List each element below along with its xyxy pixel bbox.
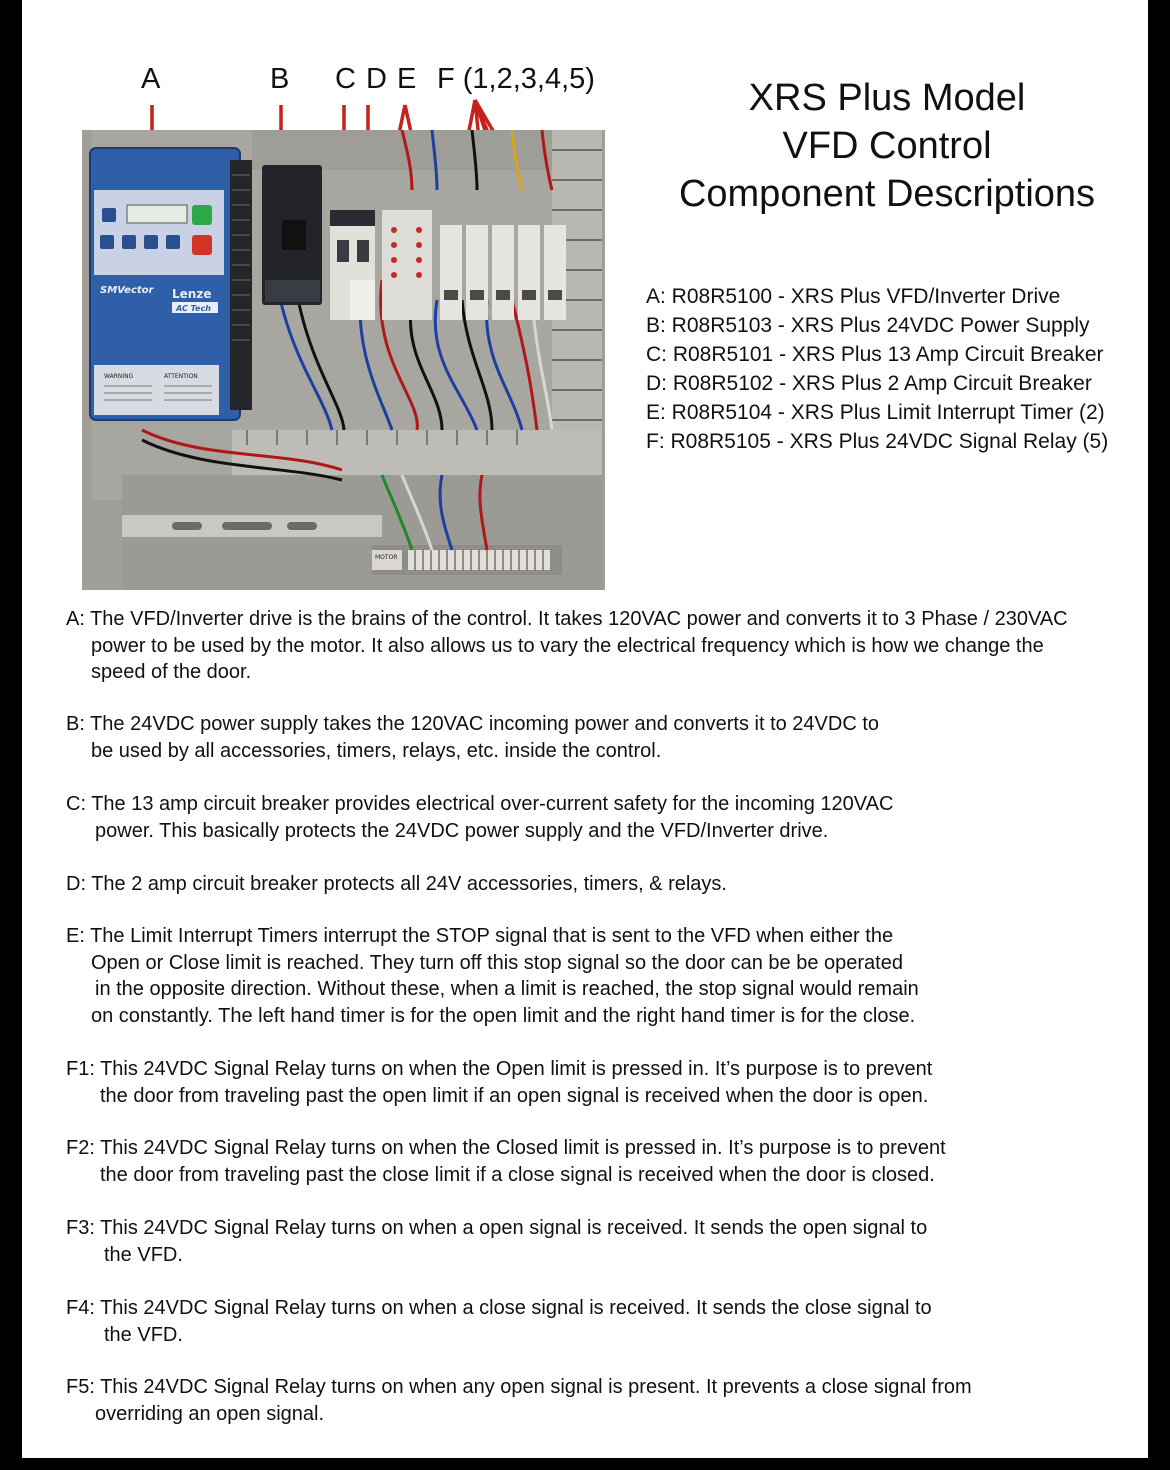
- title-line-2: VFD Control: [782, 125, 992, 167]
- description-line: C: The 13 amp circuit breaker provides electrical over-current safety for the incoming 120VAC: [66, 793, 894, 815]
- description-line: D: The 2 amp circuit breaker protects all 24V accessories, timers, & relays.: [66, 873, 727, 895]
- label-a: A: [141, 63, 161, 95]
- component-item: A: R08R5100 - XRS Plus VFD/Inverter Drive: [646, 285, 1061, 308]
- title-line-1: XRS Plus Model: [748, 77, 1026, 119]
- description-line: A: The VFD/Inverter drive is the brains of the control. It takes 120VAC power and converts it to 3 Phase / 230VAC: [66, 608, 1068, 630]
- description-line: F1: This 24VDC Signal Relay turns on when the Open limit is pressed in. It’s purpose is to prevent: [66, 1058, 933, 1080]
- ac-tech-label: AC Tech: [176, 304, 211, 313]
- page-title: [662, 74, 1112, 218]
- component-item: D: R08R5102 - XRS Plus 2 Amp Circuit Breaker: [646, 372, 1092, 395]
- description-b: [66, 711, 879, 764]
- description-line: F3: This 24VDC Signal Relay turns on when a open signal is received. It sends the open signal to: [66, 1217, 928, 1239]
- description-a: [66, 606, 1068, 686]
- description-f1: [66, 1056, 932, 1109]
- description-f5: [66, 1374, 972, 1427]
- label-f: F (1,2,3,4,5): [437, 63, 595, 95]
- component-item: B: R08R5103 - XRS Plus 24VDC Power Supply: [646, 314, 1090, 337]
- description-line: be used by all accessories, timers, relays, etc. inside the control.: [91, 739, 662, 762]
- description-line: the door from traveling past the close limit if a close signal is received when the door is closed.: [100, 1163, 935, 1186]
- description-f2: [66, 1135, 946, 1188]
- description-line: in the opposite direction. Without these, when a limit is reached, the stop signal would remain: [95, 978, 919, 1000]
- title-line-3: Component Descriptions: [678, 173, 1096, 215]
- description-line: power. This basically protects the 24VDC power supply and the VFD/Inverter drive.: [95, 819, 829, 842]
- description-line: overriding an open signal.: [95, 1402, 325, 1425]
- description-c: [66, 791, 893, 844]
- component-item: E: R08R5104 - XRS Plus Limit Interrupt Timer (2): [646, 401, 1105, 424]
- description-f4: [66, 1295, 932, 1348]
- lenze-label: Lenze: [172, 287, 212, 301]
- label-b: B: [270, 63, 290, 95]
- description-line: speed of the door.: [91, 661, 252, 683]
- description-d: [66, 871, 727, 898]
- component-item: F: R08R5105 - XRS Plus 24VDC Signal Relay (5): [646, 430, 1109, 453]
- description-line: power to be used by the motor. It also allows us to vary the electrical frequency which is how we change the: [91, 634, 1044, 657]
- description-line: F4: This 24VDC Signal Relay turns on when a close signal is received. It sends the close signal to: [66, 1297, 932, 1319]
- control-panel-photo: [82, 130, 605, 590]
- attention-label: ATTENTION: [164, 373, 198, 380]
- description-e: [66, 923, 919, 1029]
- description-line: the VFD.: [104, 1243, 183, 1266]
- description-line: F2: This 24VDC Signal Relay turns on when the Closed limit is pressed in. It’s purpose is to prevent: [66, 1137, 946, 1159]
- component-item: C: R08R5101 - XRS Plus 13 Amp Circuit Breaker: [646, 343, 1104, 366]
- vfd-brand: SMVector: [100, 285, 154, 296]
- description-line: the VFD.: [104, 1323, 183, 1346]
- description-line: on constantly. The left hand timer is for the open limit and the right hand timer is for the close.: [91, 1004, 916, 1027]
- warning-label: WARNING: [104, 373, 134, 380]
- component-list: [646, 282, 1108, 456]
- description-line: E: The Limit Interrupt Timers interrupt the STOP signal that is sent to the VFD when either the: [66, 925, 894, 947]
- motor-label: MOTOR: [375, 554, 398, 561]
- document-page: [22, 0, 1148, 1458]
- description-line: Open or Close limit is reached. They turn off this stop signal so the door can be be operated: [91, 951, 903, 974]
- label-cde: C D E: [335, 63, 417, 95]
- description-line: the door from traveling past the open limit if an open signal is received when the door is open.: [100, 1084, 929, 1107]
- description-line: F5: This 24VDC Signal Relay turns on when any open signal is present. It prevents a close signal from: [66, 1376, 972, 1398]
- description-f3: [66, 1215, 927, 1268]
- description-line: B: The 24VDC power supply takes the 120VAC incoming power and converts it to 24VDC to: [66, 713, 880, 735]
